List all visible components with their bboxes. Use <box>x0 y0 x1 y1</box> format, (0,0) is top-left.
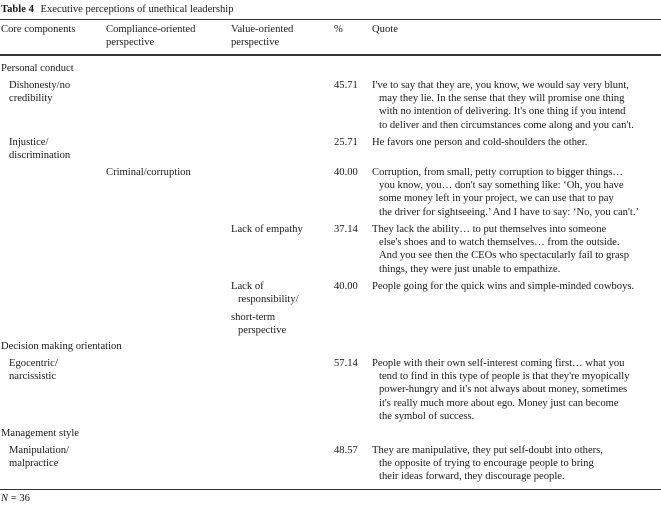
quote-line: may they lie. In the sense that they will promise one thing <box>379 93 625 105</box>
header-compliance-line1: Compliance-oriented <box>106 24 196 35</box>
header-quote: Quote <box>372 24 398 35</box>
group-personal-conduct: Personal conduct <box>1 63 74 74</box>
quote-line: And you see then the CEOs who spectacularly fail to grasp <box>379 250 630 262</box>
quote-responsibility <box>372 280 661 293</box>
quote-line: People with their own self-interest coming first… what you <box>372 358 625 369</box>
table-footnote <box>1 492 30 505</box>
quote-line: the driver for sightseeing.’ And I have to say: ‘No, you can't.’ <box>379 206 640 218</box>
value-lack-of-responsibility <box>231 280 299 306</box>
percent-egocentric: 57.14 <box>334 358 358 369</box>
core-line2: credibility <box>9 93 53 105</box>
quote-egocentric <box>372 357 661 423</box>
compliance-criminal-corruption: Criminal/corruption <box>106 167 191 178</box>
header-compliance-perspective <box>106 23 195 49</box>
table-row-core-injustice <box>9 136 70 162</box>
table-row-core-dishonesty <box>9 79 70 105</box>
quote-line: it's really much more about ego. Money just can become <box>379 397 619 409</box>
value-short-term-perspective <box>231 311 286 337</box>
quote-line: power-hungry and it's not always about money, sometimes <box>379 384 628 396</box>
core-line2: narcissistic <box>9 371 57 383</box>
quote-line: things, they were just unable to empathize. <box>379 263 561 275</box>
core-line1: Manipulation/ <box>9 445 70 456</box>
table-row-core-egocentric <box>9 357 58 383</box>
quote-dishonesty <box>372 79 661 132</box>
table-row-core-manipulation <box>9 444 69 470</box>
quote-injustice <box>372 136 661 149</box>
table-label: Table 4 <box>1 4 34 15</box>
value-line4: perspective <box>238 325 287 337</box>
percent-corruption: 40.00 <box>334 167 358 178</box>
quote-line: I've to say that they are, you know, we would say very blunt, <box>372 80 629 91</box>
core-line2: malpractice <box>9 458 59 470</box>
quote-line: They lack the ability… to put themselves into someone <box>372 224 607 235</box>
quote-line: People going for the quick wins and simple-minded cowboys. <box>372 281 635 292</box>
header-value-line2: perspective <box>231 37 280 49</box>
quote-line: some money left in your project, we can use that to pay <box>379 193 614 205</box>
value-line1: Lack of <box>231 281 264 292</box>
quote-line: Corruption, from small, petty corruption to bigger things… <box>372 167 623 178</box>
quote-line: the symbol of success. <box>379 410 475 422</box>
group-management-style: Management style <box>1 428 79 439</box>
percent-manipulation: 48.57 <box>334 445 358 456</box>
top-rule <box>0 19 661 20</box>
quote-empathy <box>372 223 661 276</box>
percent-injustice: 25.71 <box>334 137 358 148</box>
value-lack-of-empathy: Lack of empathy <box>231 224 303 235</box>
quote-line: He favors one person and cold-shoulders the other. <box>372 137 588 148</box>
header-value-perspective <box>231 23 293 49</box>
core-line2: discrimination <box>9 150 71 162</box>
quote-manipulation <box>372 444 661 484</box>
percent-empathy: 37.14 <box>334 224 358 235</box>
quote-line: with no intention of delivering. It's one thing if you intend <box>379 106 626 118</box>
quote-line: the opposite of trying to encourage people to bring <box>379 458 594 470</box>
header-value-line1: Value-oriented <box>231 24 294 35</box>
bottom-rule <box>0 489 661 490</box>
quote-line: else's shoes and to watch themselves… from the outside. <box>379 237 620 249</box>
value-line3: short-term <box>231 312 276 323</box>
quote-line: They are manipulative, they put self-doubt into others, <box>372 445 603 456</box>
header-rule <box>0 54 661 56</box>
quote-line: their ideas forward, they discourage people. <box>379 471 565 483</box>
core-line1: Egocentric/ <box>9 358 58 369</box>
quote-corruption <box>372 166 661 219</box>
header-percent: % <box>334 24 343 35</box>
header-compliance-line2: perspective <box>106 37 155 49</box>
quote-line: tend to find in this type of people is that they're myopically <box>379 371 630 383</box>
group-decision-making: Decision making orientation <box>1 341 122 352</box>
footnote-variable: N <box>1 493 9 504</box>
quote-line: to deliver and then circumstances come along and you can't. <box>379 119 634 131</box>
core-line1: Dishonesty/no <box>9 80 71 91</box>
header-core-components: Core components <box>1 24 76 35</box>
percent-responsibility: 40.00 <box>334 281 358 292</box>
quote-line: you know, you… don't say something like: ‘Oh, you have <box>379 180 624 192</box>
table-title: Executive perceptions of unethical leadership <box>40 4 234 15</box>
table-caption <box>1 3 234 16</box>
footnote-value: = 36 <box>8 493 30 504</box>
value-line2: responsibility/ <box>238 294 299 306</box>
core-line1: Injustice/ <box>9 137 49 148</box>
percent-dishonesty: 45.71 <box>334 80 358 91</box>
